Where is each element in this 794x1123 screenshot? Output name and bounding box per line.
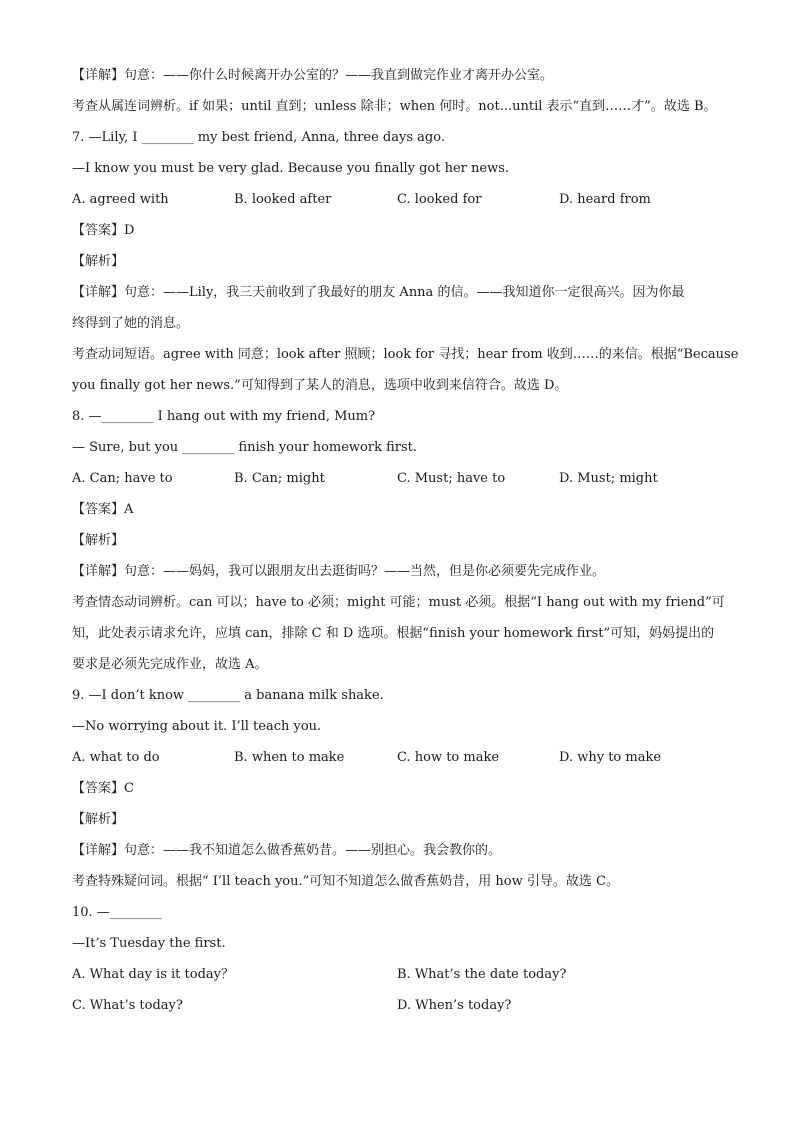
document-page: [72, 60, 739, 1021]
option-item: C. Must; have to: [397, 471, 506, 486]
text-line: — Sure, but you ________ finish your homework first.: [72, 440, 418, 455]
text-line: 【详解】句意：——Lily，我三天前收到了我最好的朋友 Anna 的信。——我知道你一定很高兴。因为你最: [72, 285, 685, 300]
text-line: 【答案】D: [72, 223, 135, 238]
text-line: 【详解】句意：——我不知道怎么做香蕉奶昔。——别担心。我会教你的。: [72, 843, 502, 858]
option-item: B. looked after: [234, 192, 332, 207]
option-item: A. Can; have to: [72, 471, 173, 486]
text-line: 【解析】: [72, 812, 125, 827]
text-line: 知，此处表示请求允许，应填 can，排除 C 和 D 选项。根据“finish your homework first”可知，妈妈提出的: [72, 626, 715, 641]
text-line: 考查特殊疑问词。根据“ I’ll teach you.”可知不知道怎么做香蕉奶昔，用 how 引导。故选 C。: [72, 874, 619, 889]
text-line: 8. —________ I hang out with my friend, Mum?: [72, 409, 376, 424]
text-line: 10. —________: [72, 905, 162, 920]
option-item: C. What’s today?: [72, 998, 183, 1013]
option-item: A. agreed with: [72, 192, 169, 207]
text-line: 考查情态动词辨析。can 可以；have to 必须；might 可能；must 必须。根据“I hang out with my friend”可: [72, 595, 725, 610]
option-item: C. how to make: [397, 750, 500, 765]
text-line: 考查动词短语。agree with 同意；look after 照顾；look for 寻找；hear from 收到……的来信。根据“Because: [72, 347, 739, 362]
option-item: C. looked for: [397, 192, 482, 207]
text-line: 【详解】句意：——你什么时候离开办公室的？——我直到做完作业才离开办公室。: [72, 68, 554, 83]
options-row: [72, 959, 732, 990]
option-item: B. Can; might: [234, 471, 325, 486]
option-item: B. when to make: [234, 750, 345, 765]
options-row: [72, 742, 732, 773]
text-line: 考查从属连词辨析。if 如果；until 直到；unless 除非；when 何时。not...until 表示“直到……才”。故选 B。: [72, 99, 717, 114]
text-line: 要求是必须先完成作业，故选 A。: [72, 657, 268, 672]
option-item: A. What day is it today？: [72, 967, 234, 982]
option-item: B. What’s the date today?: [397, 967, 567, 982]
option-item: A. what to do: [72, 750, 160, 765]
options-row: [72, 184, 732, 215]
option-item: D. why to make: [559, 750, 662, 765]
text-line: you finally got her news.”可知得到了某人的消息，选项中收到来信符合。故选 D。: [72, 378, 568, 393]
text-line: 【解析】: [72, 254, 125, 269]
text-line: 【答案】C: [72, 781, 134, 796]
options-row: [72, 990, 732, 1021]
option-item: D. When’s today?: [397, 998, 512, 1013]
text-line: 【解析】: [72, 533, 125, 548]
option-item: D. Must; might: [559, 471, 658, 486]
options-row: [72, 463, 732, 494]
text-line: —I know you must be very glad. Because you finally got her news.: [72, 161, 510, 176]
text-line: 【详解】句意：——妈妈，我可以跟朋友出去逛街吗？——当然，但是你必须要先完成作业。: [72, 564, 606, 579]
text-line: 7. —Lily, I ________ my best friend, Anna, three days ago.: [72, 130, 445, 145]
text-line: —No worrying about it. I’ll teach you.: [72, 719, 322, 734]
text-line: 9. —I don’t know ________ a banana milk shake.: [72, 688, 384, 703]
text-line: —It’s Tuesday the first.: [72, 936, 226, 951]
text-line: 终得到了她的消息。: [72, 316, 190, 331]
option-item: D. heard from: [559, 192, 651, 207]
text-line: 【答案】A: [72, 502, 134, 517]
